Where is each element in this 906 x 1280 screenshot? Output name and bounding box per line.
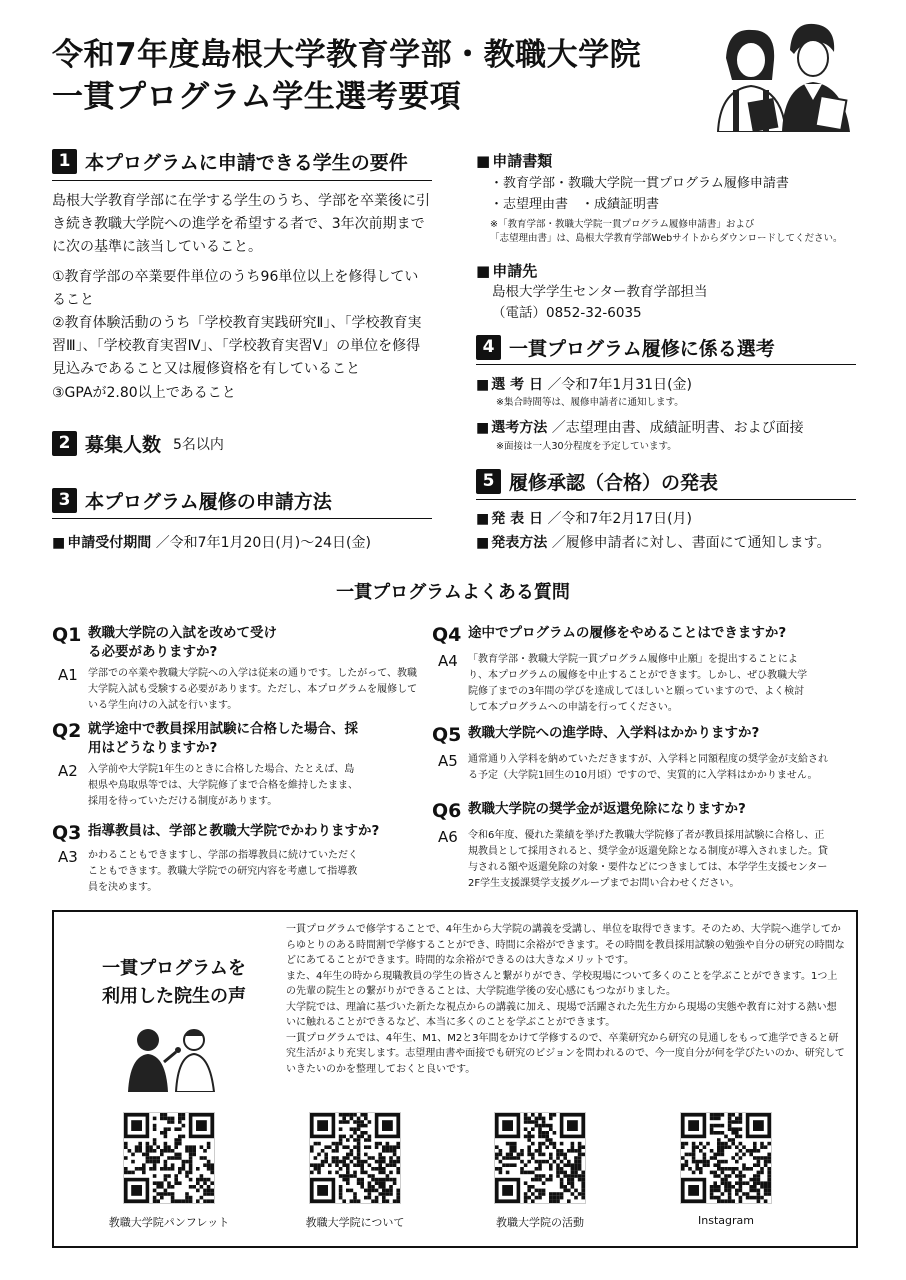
qr-code[interactable] (494, 1112, 586, 1204)
sec1-item-2: ②教育体験活動のうち「学校教育実践研究Ⅱ」、「学校教育実習Ⅲ」、「学校教育実習Ⅳ」、「学校教育実習Ⅴ」の単位を修得見込みであること又は履修資格を有していること (52, 315, 422, 377)
faq-a5-text: 通常通り入学料を納めていただきますが、入学料と同額程度の奨学金が支給される予定（大学院1回生の10月頃）ですので、実質的に入学料はかかりません。 (468, 754, 828, 781)
sec4-number: 4 (476, 335, 501, 360)
faq-a4-label: A4 (438, 652, 458, 670)
voice-p1: 一貫プログラムで修学することで、4年生から大学院の講義を受講し、単位を取得できます。そのため、大学院へ進学してからゆとりのある時間割で学修することができ、時間に余裕ができます。その時間を教員採用試験の勉強や自分の研究の時間などにあてることができます。時間的な余裕ができるのは大きなメリットです。 (286, 924, 845, 966)
faq-item (52, 822, 432, 896)
voice-heading (84, 955, 264, 1011)
faq-q2-label: Q2 (52, 720, 82, 742)
faq-a6-label: A6 (438, 828, 458, 846)
qr-label: 教職大学院について (305, 1216, 405, 1229)
faq-item (432, 724, 852, 784)
faq-a3-label: A3 (58, 848, 78, 866)
sec1-number: 1 (52, 149, 77, 174)
sec2-value: 5名以内 (173, 436, 224, 453)
dest-lines (492, 282, 707, 324)
sec1-item-3: ③GPAが2.80以上であること (52, 385, 236, 401)
interview-illustration (118, 1022, 228, 1092)
faq-q3-label: Q3 (52, 822, 82, 844)
qr-label: 教職大学院の活動 (496, 1216, 584, 1229)
voice-heading1: 一貫プログラムを (102, 958, 246, 979)
faq-item (52, 720, 432, 810)
faq-a1-label: A1 (58, 666, 78, 684)
qr-label: Instagram (698, 1214, 754, 1227)
sec5-date (476, 508, 692, 528)
docs-note (490, 218, 870, 246)
sec5-method (476, 532, 831, 552)
students-illustration (706, 20, 856, 132)
sec4-method-value: ／志望理由書、成績証明書、および面接 (551, 420, 804, 436)
faq-q1-text: 教職大学院の入試を改めて受ける必要がありますか? (88, 625, 277, 660)
dest-line1: 島根大学学生センター教育学部担当 (492, 284, 708, 300)
page-title (52, 34, 641, 118)
docs-list (490, 173, 789, 215)
sec3-period-value: ／令和7年1月20日(月)～24日(金) (155, 535, 371, 551)
faq-q4-text: 途中でプログラムの履修をやめることはできますか? (468, 625, 787, 641)
faq-q5-label: Q5 (432, 724, 462, 746)
faq-a2-text: 入学前や大学院1年生のときに合格した場合、たとえば、島根県や鳥取県等では、大学院修了まで合格を維持したまま、採用を待っていただける制度があります。 (88, 764, 358, 807)
voice-p2: また、4年生の時から現職教員の学生の皆さんと繋がりができ、学校現場について多くのことを学ぶことができます。1つ上の先輩の院生との繋がりができることは、大学院進学後の安心感にもつながりました。 (286, 970, 838, 997)
sec5-method-value: ／履修申請者に対し、書面にて通知します。 (551, 535, 831, 551)
sec4-heading-text: 一貫プログラム履修に係る選考 (509, 338, 775, 360)
sec4-method-label: ■ 選考方法 (476, 420, 547, 436)
sec5-date-value: ／令和7年2月17日(月) (547, 511, 692, 527)
faq-a6-text: 令和6年度、優れた業績を挙げた教職大学院修了者が教員採用試験に合格し、正規教員として採用されると、奨学金が返還免除となる制度が導入されました。貸与される額や返還免除の対象・要件などにつきましては、本学学生支援センター2F学生支援課奨学支援グループまでお問い合わせください。 (468, 830, 828, 889)
faq-q3-text: 指導教員は、学部と教職大学院でかわりますか? (88, 823, 380, 839)
sec2-heading (52, 430, 224, 457)
sec2-heading-text: 募集人数 (85, 434, 162, 456)
sec5-number: 5 (476, 469, 501, 494)
faq-a2-label: A2 (58, 762, 78, 780)
qr-label: 教職大学院パンフレット (108, 1216, 230, 1229)
title-line2: 一貫プログラム学生選考要項 (52, 79, 462, 115)
faq-q6-label: Q6 (432, 800, 462, 822)
qr-code[interactable] (680, 1112, 772, 1204)
faq-q4-label: Q4 (432, 624, 462, 646)
faq-q6-text: 教職大学院の奨学金が返還免除になりますか? (468, 801, 746, 817)
sec1-heading-text: 本プログラムに申請できる学生の要件 (85, 152, 408, 174)
faq-item (432, 800, 852, 892)
qr-code[interactable] (123, 1112, 215, 1204)
faq-heading: 一貫プログラムよくある質問 (336, 582, 570, 603)
title-line1: 令和7年度島根大学教育学部・教職大学院 (52, 37, 642, 73)
sec5-heading (476, 468, 718, 495)
sec4-method-note: ※面接は一人30分程度を予定しています。 (496, 441, 677, 452)
sec1-item-1: ①教育学部の卒業要件単位のうち96単位以上を修得していること (52, 269, 419, 308)
voice-p3: 大学院では、理論に基づいた新たな視点からの講義に加え、現場で活躍された先生方から現場の実態や教育に対する熱い想いに触れることができるなど、本当に多くのことを学ぶことができます。 (286, 1001, 837, 1028)
sec1-intro: 島根大学教育学部に在学する学生のうち、学部を卒業後に引き続き教職大学院への進学を希望する者で、3年次前期までに次の基準に該当していること。 (52, 193, 430, 255)
sec4-date-note: ※集合時間等は、履修申請者に通知します。 (496, 397, 684, 408)
sec5-method-label: ■ 発表方法 (476, 535, 547, 551)
faq-q1-label: Q1 (52, 624, 82, 646)
faq-a3-text: かわることもできますし、学部の指導教員に続けていただくこともできます。教職大学院での研究内容を考慮して指導教員を決めます。 (88, 850, 358, 893)
voice-heading2: 利用した院生の声 (102, 986, 246, 1007)
faq-item (52, 624, 432, 714)
faq-q5-text: 教職大学院への進学時、入学料はかかりますか? (468, 725, 760, 741)
sec4-method (476, 417, 804, 437)
sec3-rule (52, 518, 432, 519)
sec5-rule (476, 499, 856, 500)
sec4-date-value: ／令和7年1月31日(金) (547, 377, 692, 393)
dest-heading: ■ 申請先 (476, 260, 537, 281)
docs-note1: ※「教育学部・教職大学院一貫プログラム履修申請書」および (490, 219, 755, 230)
faq-a1-text: 学部での卒業や教職大学院への入学は従来の通りです。したがって、教職大学院入試も受験する必要があります。ただし、本プログラムを履修している学生向けの入試を行います。 (88, 668, 418, 711)
faq-a5-label: A5 (438, 752, 458, 770)
docs-line1: ・教育学部・教職大学院一貫プログラム履修申請書 (490, 176, 789, 191)
sec3-heading (52, 487, 332, 514)
sec1-rule (52, 180, 432, 181)
sec3-heading-text: 本プログラム履修の申請方法 (85, 491, 332, 513)
docs-line2: ・志望理由書 ・成績証明書 (490, 197, 660, 212)
sec1-heading (52, 148, 408, 175)
sec3-period (52, 532, 371, 552)
sec3-period-label: ■ 申請受付期間 (52, 535, 151, 551)
sec4-rule (476, 364, 856, 365)
faq-item (432, 624, 852, 716)
sec2-number: 2 (52, 431, 77, 456)
voice-text (286, 922, 846, 1077)
sec4-date (476, 374, 692, 394)
docs-note2: 「志望理由書」は、島根大学教育学部Webサイトからダウンロードしてください。 (490, 233, 843, 244)
voice-p4: 一貫プログラムでは、4年生、M1、M2と3年間をかけて学修するので、卒業研究から研究の見通しをもって進学できると研究生活がより充実します。志望理由書や面接でも研究のビジョンを問われるので、今一度自分が何を学びたいのか、研究していきたいのかを整理しておくと良いです。 (286, 1032, 845, 1075)
sec5-heading-text: 履修承認（合格）の発表 (509, 472, 719, 494)
qr-code[interactable] (309, 1112, 401, 1204)
sec4-heading (476, 334, 775, 361)
sec5-date-label: ■ 発 表 日 (476, 511, 543, 527)
faq-q2-text: 就学途中で教員採用試験に合格した場合、採用はどうなりますか? (88, 721, 358, 756)
faq-a4-text: 「教育学部・教職大学院一貫プログラム履修中止願」を提出することにより、本プログラムの履修を中止することができます。しかし、ぜひ教職大学院修了までの3年間の学びを達成してほしいと願っていますので、よく検討して本プログラムへの申請を行ってください。 (468, 654, 808, 713)
sec3-number: 3 (52, 488, 77, 513)
dest-line2: （電話）0852-32-6035 (492, 305, 642, 321)
sec4-date-label: ■ 選 考 日 (476, 377, 543, 393)
docs-heading: ■ 申請書類 (476, 150, 552, 171)
